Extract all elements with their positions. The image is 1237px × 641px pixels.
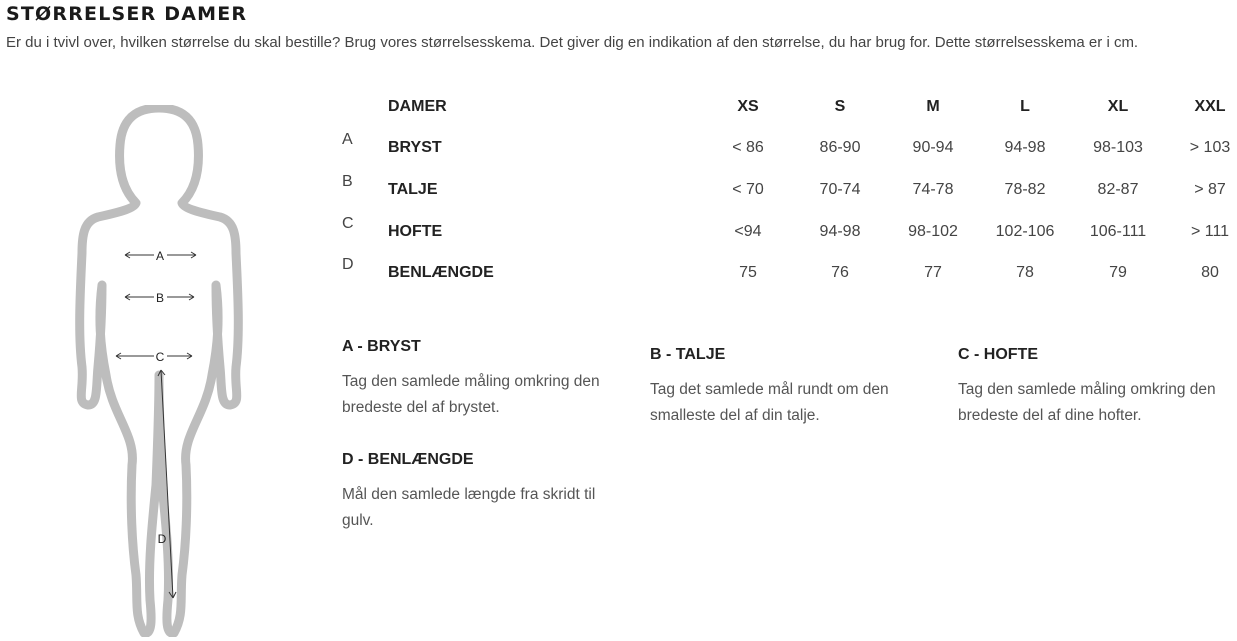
- table-cell: 74-78: [912, 181, 954, 198]
- table-header-xl: XL: [1107, 98, 1129, 115]
- table-cell: 77: [924, 264, 942, 281]
- description-talje: [650, 346, 930, 429]
- description-title: A - BRYST: [342, 338, 421, 355]
- table-cell: 90-94: [912, 139, 954, 156]
- table-cell: > 111: [1190, 223, 1230, 240]
- table-cell: 70-74: [819, 181, 861, 198]
- table-cell: > 103: [1189, 139, 1231, 156]
- figure-label-b: B: [155, 291, 165, 305]
- description-hofte: [958, 346, 1237, 429]
- table-cell: 106-111: [1089, 223, 1147, 240]
- row-label-hofte: HOFTE: [388, 223, 443, 240]
- row-label-talje: TALJE: [388, 181, 438, 198]
- body-outline-illustration: [70, 105, 260, 637]
- table-cell: 98-103: [1093, 139, 1143, 156]
- table-cell: 78: [1016, 264, 1034, 281]
- table-cell: 76: [831, 264, 849, 281]
- table-cell: 75: [739, 264, 757, 281]
- description-text: Tag den samlede måling omkring den bredeste del af dine hofter.: [958, 381, 1216, 424]
- size-table: [336, 88, 1236, 293]
- table-cell: 80: [1201, 264, 1219, 281]
- table-cell: 78-82: [1004, 181, 1046, 198]
- row-letter-b: B: [342, 173, 353, 190]
- row-letter-a: A: [342, 131, 353, 148]
- description-text: Tag den samlede måling omkring den bredeste del af brystet.: [342, 373, 600, 416]
- description-benlaengde: [342, 451, 622, 534]
- table-header-xs: XS: [737, 98, 759, 115]
- description-title: D - BENLÆNGDE: [342, 451, 474, 468]
- table-cell: 94-98: [819, 223, 861, 240]
- body-figure: [70, 105, 260, 637]
- description-text: Mål den samlede længde fra skridt til gulv.: [342, 486, 596, 529]
- table-cell: 94-98: [1004, 139, 1046, 156]
- figure-label-c: C: [155, 350, 165, 364]
- table-cell: 102-106: [995, 223, 1055, 240]
- table-cell: 79: [1109, 264, 1127, 281]
- table-header-s: S: [834, 98, 846, 115]
- description-bryst: [342, 338, 622, 421]
- description-text: Tag det samlede mål rundt om den smalleste del af din talje.: [650, 381, 889, 424]
- table-cell: > 87: [1194, 181, 1226, 198]
- row-label-benlaengde: BENLÆNGDE: [388, 264, 494, 281]
- table-cell: < 70: [732, 181, 764, 198]
- table-cell: < 86: [732, 139, 764, 156]
- figure-label-d: D: [157, 532, 167, 546]
- table-cell: 98-102: [908, 223, 958, 240]
- table-cell: 86-90: [819, 139, 861, 156]
- table-header-l: L: [1020, 98, 1030, 115]
- table-header-xxl: XXL: [1194, 98, 1226, 115]
- table-cell: 82-87: [1097, 181, 1139, 198]
- description-title: C - HOFTE: [958, 346, 1038, 363]
- page-title: STØRRELSER DAMER: [6, 3, 248, 25]
- row-letter-c: C: [342, 215, 354, 232]
- figure-label-a: A: [155, 249, 165, 263]
- table-header-m: M: [926, 98, 940, 115]
- table-header-damer: DAMER: [388, 98, 447, 115]
- row-label-bryst: BRYST: [388, 139, 442, 156]
- description-title: B - TALJE: [650, 346, 726, 363]
- table-cell: <94: [734, 223, 762, 240]
- row-letter-d: D: [342, 256, 354, 273]
- intro-text: Er du i tvivl over, hvilken størrelse du skal bestille? Brug vores størrelsesskema. Det giver dig en indikation af den størrelse, du har brug for. Dette størrelsesskema er i cm.: [6, 34, 1139, 51]
